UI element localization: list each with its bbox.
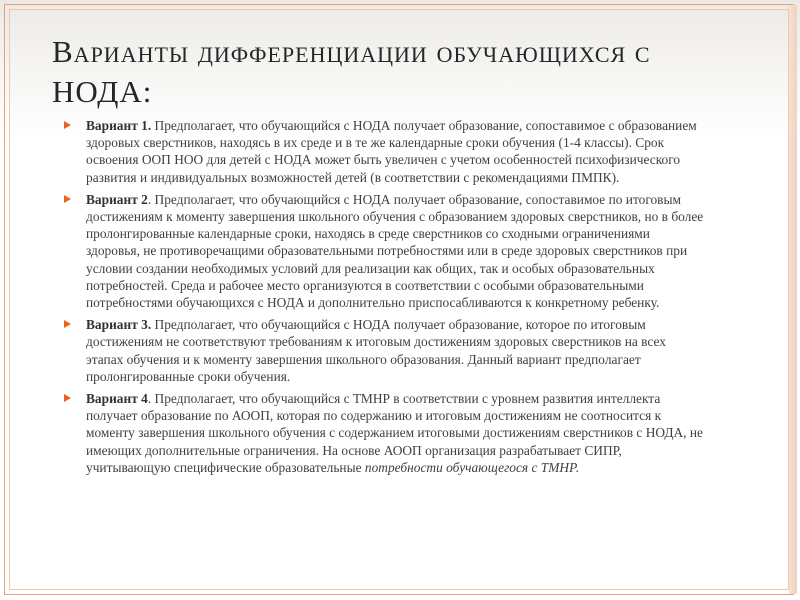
slide-title: Варианты дифференциации обучающихся с НОДА: <box>52 34 651 109</box>
bullet-arrow-icon <box>64 121 71 129</box>
variant-text: Предполагает, что обучающийся с НОДА получает образование, сопоставимое с образованием здоровых сверстников, находясь в их среде и в те же календарные сроки обучения (1-4 классы). Срок освоения ООП НОО для детей с НОДА может быть увеличен с учетом особенностей психофизического развития и индивидуальных возможностей детей (в соответствии с рекомендациями ПМПК). <box>86 118 697 185</box>
variant-label: Вариант 4 <box>86 391 148 407</box>
variant-label: Вариант 1. <box>86 118 152 133</box>
variant-text: . Предполагает, что обучающийся с НОДА получает образование, сопоставимое по итоговым достижениям к моменту завершения школьного обучения с образованием здоровых сверстников, но в более пролонгированные календарные сроки, находясь в среде сверстников со сходными ограничениями здоровья, не противоречащими образовательными потребностями или в среде здоровых сверстников при условии создании необходимых условий для реализации как общих, так и особых образовательных потребностей. Среда и рабочее место организуются в соответствии с особыми образовательными потребностями обучающихся с НОДА и дополнительно приспосабливаются к конкретному ребенку. <box>86 191 704 311</box>
bullet-arrow-icon <box>64 195 71 203</box>
bullet-arrow-icon <box>64 320 71 328</box>
variant-label: Вариант 2 <box>86 191 148 207</box>
list-item-variant-3 <box>64 316 704 385</box>
list-item-variant-4 <box>64 390 704 476</box>
bullet-arrow-icon <box>64 394 71 402</box>
variant-text-italic: потребности обучающегося с ТМНР. <box>364 459 580 475</box>
slide-side-band <box>789 5 797 594</box>
list-item-variant-2 <box>64 191 704 311</box>
variants-list <box>64 117 704 481</box>
variant-text: Предполагает, что обучающийся с НОДА получает образование, которое по итоговым достижениям не соответствуют требованиям к итоговым достижениям здоровых сверстников на всех этапах обучения и к моменту завершения школьного образования. Данный вариант предполагает пролонгированные сроки обучения. <box>86 317 666 384</box>
variant-label: Вариант 3. <box>86 317 152 333</box>
variant-text: . Предполагает, что обучающийся с ТМНР в соответствии с уровнем развития интеллекта получает образование по АООП, которая по содержанию и итоговым достижениям не соотносится к моменту завершения школьного обучения с содержанием итоговыми достижениям сверстников с НОДА, не имеющих дополнительные ограничения. На основе АООП организация разрабатывает СИПР, учитывающую специфические образовательные <box>86 391 703 475</box>
list-item-variant-1 <box>64 117 704 186</box>
